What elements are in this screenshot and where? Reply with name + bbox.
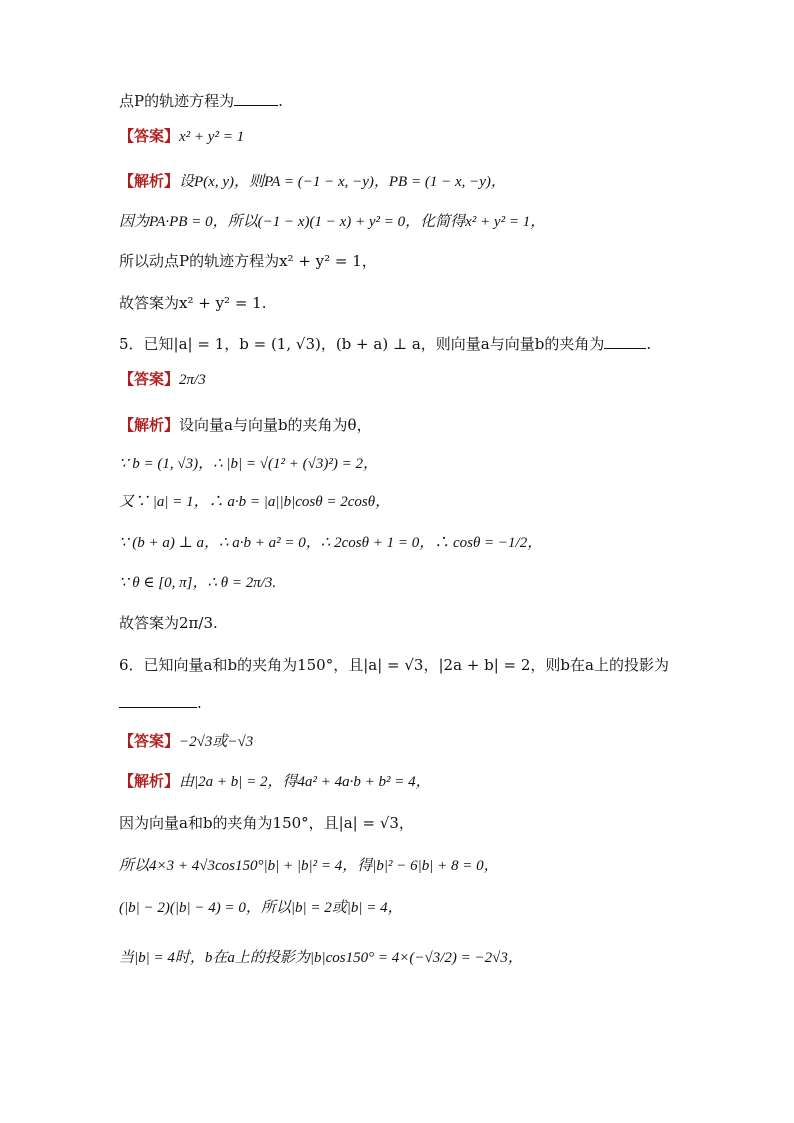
text-line: 故答案为2π/3. [119,614,218,632]
text-line: 因为向量a和b的夹角为150°，且|a| = √3， [119,814,414,832]
answer-line: 【答案】2π/3 [119,370,206,388]
text-line: 点P的轨迹方程为 . [119,92,283,110]
answer-line: 【答案】x² + y² = 1 [119,127,245,145]
text-line: . [119,692,734,714]
answer-line: 【答案】−2√3或−√3 [119,732,254,750]
analysis-line: 【解析】由|2a + b| = 2，得4a² + 4a·b + b² = 4， [119,772,431,790]
text-line: ∵ θ ∈ [0, π]，∴ θ = 2π/3. [119,575,277,591]
text-line: 故答案为x² + y² = 1. [119,294,267,312]
text-line: (|b| − 2)(|b| − 4) = 0，所以|b| = 2或|b| = 4， [119,900,403,916]
question-6: 6．已知向量a和b的夹角为150°，且|a| = √3，|2a + b| = 2，则b在a上的投影为 [119,656,669,674]
analysis-line: 【解析】设向量a与向量b的夹角为θ， [119,416,372,434]
question-5: 5．已知|a| = 1，b = (1, √3)，(b + a) ⊥ a，则向量a与向量b的夹角为 . [119,335,652,353]
answer-blank [234,91,278,106]
text-line: 所以4×3 + 4√3cos150°|b| + |b|² = 4，得|b|² − 6|b| + 8 = 0， [119,858,499,874]
answer-blank [119,693,197,708]
text-line: ∵ b = (1, √3)，∴ |b| = √(1² + (√3)²) = 2， [119,456,378,472]
text-line: 所以动点P的轨迹方程为x² + y² = 1， [119,252,377,270]
text-line: ∵ (b + a) ⊥ a，∴ a·b + a² = 0，∴ 2cosθ + 1 = 0，∴ cosθ = −1/2， [119,535,543,551]
analysis-line: 【解析】设P(x, y)，则PA = (−1 − x, −y)，PB = (1 − x, −y)， [119,172,506,190]
text-line: 又∵ |a| = 1，∴ a·b = |a||b|cosθ = 2cosθ， [119,494,391,510]
text-line: 当|b| = 4时，b在a上的投影为|b|cos150° = 4×(−√3/2) = −2√3， [119,950,523,966]
text-line: 因为PA·PB = 0，所以(−1 − x)(1 − x) + y² = 0，化简得x² + y² = 1， [119,214,546,230]
answer-blank [604,334,646,349]
